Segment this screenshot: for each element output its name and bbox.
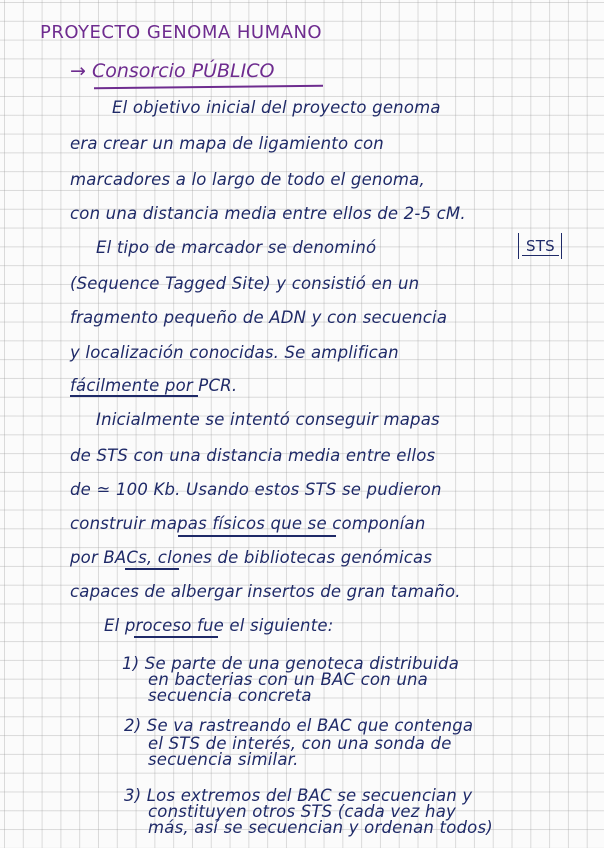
text-line: fragmento pequeño de ADN y con secuencia bbox=[70, 308, 448, 327]
text-line: de STS con una distancia media entre ellos bbox=[70, 446, 436, 465]
term-box bbox=[518, 233, 562, 259]
step-line: 1) Se parte de una genoteca distribuida bbox=[122, 654, 460, 673]
text-line: por BACs, clones de bibliotecas genómicas bbox=[70, 548, 433, 567]
text-line: con una distancia media entre ellos de 2-5 cM. bbox=[70, 204, 466, 223]
section-underline bbox=[94, 85, 323, 89]
text-line: capaces de albergar insertos de gran tamaño. bbox=[70, 582, 461, 601]
text-line: de ≃ 100 Kb. Usando estos STS se pudieron bbox=[70, 480, 442, 499]
text-line: (Sequence Tagged Site) y consistió en un bbox=[70, 274, 420, 293]
text-line: marcadores a lo largo de todo el genoma, bbox=[70, 170, 425, 189]
step-line: 2) Se va rastreando el BAC que contenga bbox=[124, 716, 474, 735]
text-line: construir mapas físicos que se componían bbox=[70, 514, 426, 533]
text-underline bbox=[70, 395, 198, 397]
text-line: El objetivo inicial del proyecto genoma bbox=[112, 98, 441, 117]
step-line: en bacterias con un BAC con una bbox=[148, 670, 428, 689]
text-line: Inicialmente se intentó conseguir mapas bbox=[96, 410, 440, 429]
step-line: más, así se secuencian y ordenan todos) bbox=[148, 818, 493, 837]
step-line: el STS de interés, con una sonda de bbox=[148, 734, 452, 753]
step-line: secuencia similar. bbox=[148, 750, 299, 769]
text-line: fácilmente por PCR. bbox=[70, 376, 238, 395]
step-line: secuencia concreta bbox=[148, 686, 312, 705]
text-line: El proceso fue el siguiente: bbox=[104, 616, 334, 635]
text-line: y localización conocidas. Se amplifican bbox=[70, 343, 399, 362]
text-line: era crear un mapa de ligamiento con bbox=[70, 134, 384, 153]
page-title: PROYECTO GENOMA HUMANO bbox=[40, 22, 323, 43]
text-line: El tipo de marcador se denominó bbox=[96, 238, 377, 257]
text-underline bbox=[125, 568, 179, 570]
text-underline bbox=[178, 535, 336, 537]
sts-boxed-term: STS bbox=[522, 238, 559, 256]
step-line: 3) Los extremos del BAC se secuencian y bbox=[124, 786, 473, 805]
text-underline bbox=[134, 636, 218, 638]
section-heading: → Consorcio PÚBLICO bbox=[70, 60, 275, 82]
step-line: constituyen otros STS (cada vez hay bbox=[148, 802, 456, 821]
